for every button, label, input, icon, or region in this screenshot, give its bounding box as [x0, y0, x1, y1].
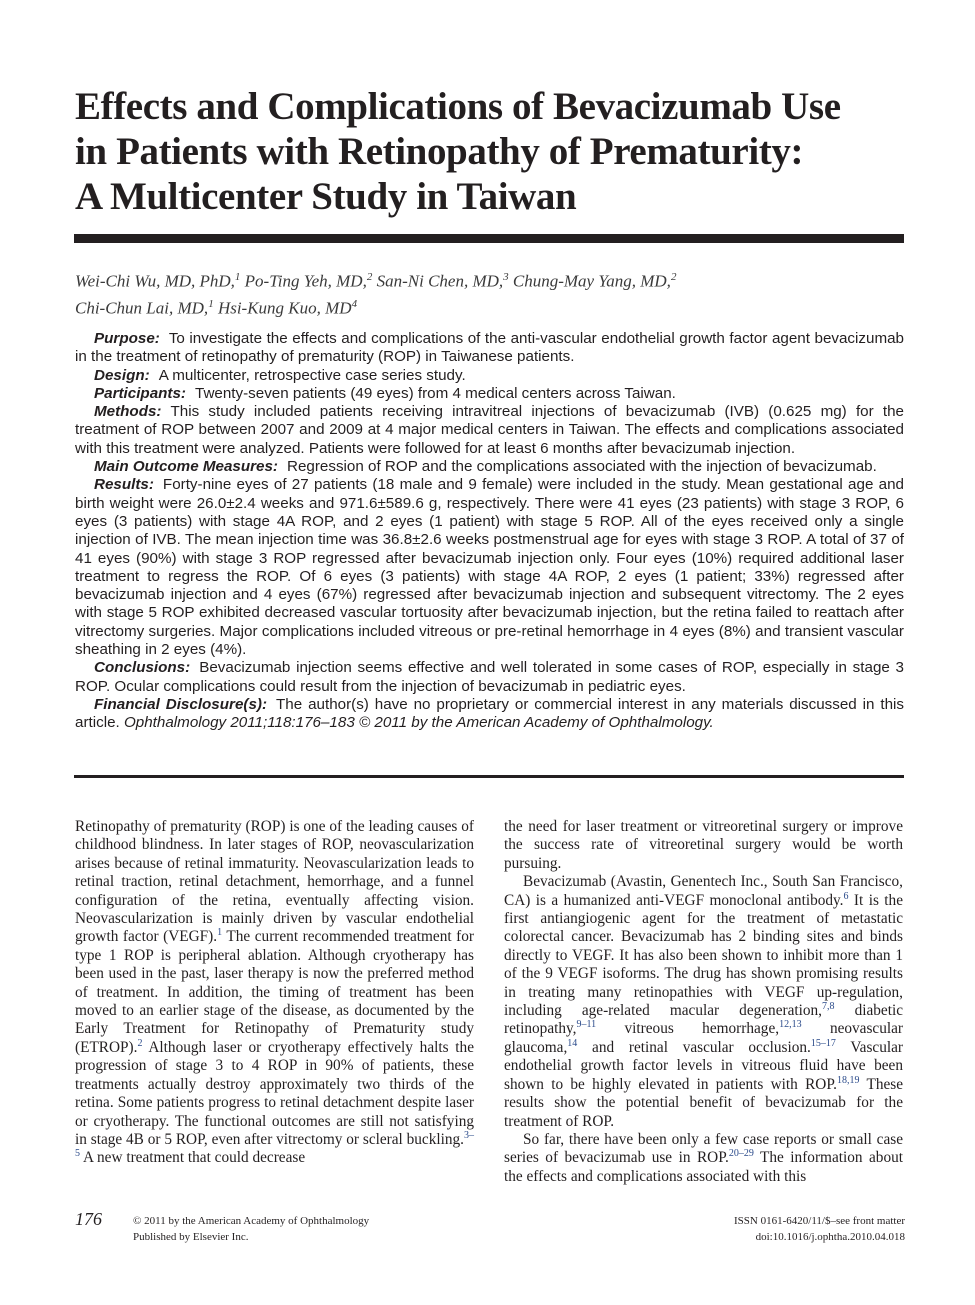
section-label: Participants:: [94, 384, 186, 402]
affiliation-marker: 4: [351, 297, 358, 310]
section-text: To investigate the effects and complications of the anti-vascular endothelial growth factor agent bevacizumab in the treatment of retinopathy of prematurity (ROP) in Taiwanese patients.: [75, 330, 904, 366]
body-paragraph: [504, 873, 903, 1131]
section-text: Regression of ROP and the complications associated with the injection of bevacizumab.: [287, 458, 877, 476]
doi-link[interactable]: doi:10.1016/j.ophtha.2010.04.018: [755, 1231, 905, 1243]
abstract-financial-disclosure: [75, 696, 904, 733]
title-line: Effects and Complications of Bevacizumab Use: [75, 85, 841, 128]
issn-line: ISSN 0161-6420/11/$–see front matter: [734, 1215, 905, 1227]
section-label: Design:: [94, 366, 150, 384]
reference-link[interactable]: 9–11: [576, 1019, 597, 1031]
reference-link[interactable]: 6: [843, 890, 849, 902]
reference-link[interactable]: 18,19: [836, 1074, 860, 1086]
section-text: Forty-nine eyes of 27 patients (18 male and 9 female) were included in the study. Mean gestational age and birth weight were 26.0±2.4 weeks and 971.6±589.6 g, respectively. There were 41 eyes (23 patients) with stage 3 ROP, 6 eyes (3 patients) with stage 4A ROP, and 2 eyes (1 patient) with stage 5 ROP. All of the eyes received only a single injection of IVB. The mean injection time was 36.8±2.6 weeks postmenstrual age for eyes with stage 3 ROP. A total of 37 of 41 eyes (90%) with stage 3 ROP regressed after bevacizumab injection only. Four eyes (10%) required additional laser treatment to regress the ROP. Of 6 eyes (3 patients) with stage 4A ROP, 2 eyes (1 patient; 33%) regressed after bevacizumab injection and 4 eyes (67%) regressed after bevacizumab injection and subsequent vitrectomy. The 2 eyes with stage 5 ROP exhibited decreased vascular tortuosity after bevacizumab injection, but the retina failed to reattach after vitrectomy surgeries. Major complications included vitreous or pre-retinal hemorrhage in 4 eyes (8%) and transient vascular sheathing in 2 eyes (4%).: [75, 476, 904, 659]
body-text: It is the first antiangiogenic agent for the treatment of metastatic colorectal cancer. Bevacizumab has 2 binding sites and binds directly to VEGF. It has also been shown to inhibit more than 1 of the 9 VEGF isoforms. The drug has shown promising results in treating many retinopathies with VEGF up-regulation, including age-related macular degeneration,: [504, 891, 903, 1020]
body-text: Bevacizumab (Avastin, Genentech Inc., South San Francisco, CA) is a humanized anti-VEGF monoclonal antibody.: [504, 873, 903, 909]
abstract-conclusions: [75, 659, 904, 696]
title-line: A Multicenter Study in Taiwan: [75, 175, 577, 218]
body-text: The current recommended treatment for type 1 ROP is peripheral ablation. Although cryotherapy has been used in the past, laser therapy is now the preferred method of treatment. In addition, the timing of treatment has been moved to an earlier stage of the disease, as documented by the Early Treatment for Retinopathy of Prematurity study (ETROP).: [75, 928, 475, 1056]
reference-link[interactable]: 14: [567, 1037, 578, 1049]
section-text: The author(s) have no proprietary or commercial interest in any materials discussed in this article.: [75, 695, 904, 732]
body-paragraph: the need for laser treatment or vitreoretinal surgery or improve the success rate of vitreoretinal surgery would be worth pursuing.: [504, 818, 903, 872]
body-text: These results show the potential benefit of bevacizumab for the treatment of ROP.: [504, 1075, 903, 1130]
section-label: Purpose:: [94, 330, 160, 347]
abstract-participants: [75, 385, 904, 403]
reference-link[interactable]: 7,8: [822, 1000, 835, 1012]
body-paragraph: [504, 1131, 903, 1186]
section-text: This study included patients receiving intravitreal injections of bevacizumab (IVB) (0.625 mg) for the treatment of ROP between 2007 and 2009 at 4 major medical centers in Taiwan. The effects and complications associated with this treatment were analyzed. Patients were followed for at least 6 months after bevacizumab injection.: [75, 403, 904, 457]
body-text: So far, there have been only a few case reports or small case series of bevacizumab use in ROP.: [504, 1130, 903, 1167]
reference-link[interactable]: 15–17: [810, 1037, 836, 1049]
author-name[interactable]: Wei-Chi Wu, MD, PhD,: [75, 271, 235, 291]
abstract-results: [75, 476, 904, 659]
affiliation-marker: 1: [208, 297, 214, 310]
copyright-line: © 2011 by the American Academy of Ophthalmology: [133, 1215, 370, 1227]
affiliation-marker: 2: [670, 271, 677, 283]
abstract-purpose: [75, 330, 904, 367]
author-name[interactable]: Chung-May Yang, MD,: [508, 271, 671, 291]
abstract-design: [75, 367, 904, 385]
body-text: Although laser or cryotherapy effectively halts the progression of stage 3 to 4 ROP in 90% of patients, these treatments actually destroy approximately two thirds of the retina. Some patients progress to retinal detachment despite laser or cryotherapy. The functional outcomes are still not satisfying in stage 4B or 5 ROP, even after vitrectomy or scleral buckling.: [75, 1038, 474, 1148]
journal-citation[interactable]: Ophthalmology 2011;118:176–183 © 2011 by the American Academy of Ophthalmology.: [123, 714, 714, 732]
body-text: A new treatment that could decrease: [80, 1149, 306, 1167]
body-text: Vascular endothelial growth factor levels in vitreous fluid have been shown to be highly elevated in patients with ROP.: [504, 1038, 903, 1093]
section-text: Twenty-seven patients (49 eyes) from 4 medical centers across Taiwan.: [195, 384, 676, 402]
section-label: Methods:: [94, 403, 162, 421]
abstract: [75, 330, 904, 733]
affiliation-marker: 1: [234, 271, 241, 283]
body-text: and retinal vascular occlusion.: [577, 1038, 811, 1056]
title-divider: [74, 234, 904, 243]
reference-link[interactable]: 12,13: [779, 1019, 802, 1031]
body-column-left: [75, 818, 474, 1168]
body-text: diabetic retinopathy,: [504, 1002, 904, 1038]
abstract-methods: [75, 403, 904, 458]
page-number: 176: [75, 1209, 102, 1229]
reference-link[interactable]: 1: [217, 927, 223, 939]
body-text: neovascular glaucoma,: [504, 1020, 903, 1056]
abstract-divider: [74, 775, 904, 778]
reference-link[interactable]: 20–29: [728, 1148, 754, 1160]
abstract-outcome-measures: [75, 458, 904, 476]
author-line: [75, 266, 905, 293]
article-title: [75, 84, 915, 219]
section-label: Conclusions:: [94, 659, 191, 677]
publisher-line: Published by Elsevier Inc.: [133, 1231, 249, 1243]
reference-link[interactable]: 2: [137, 1037, 143, 1049]
section-text: Bevacizumab injection seems effective and well tolerated in some cases of ROP, especially in stage 3 ROP. Ocular complications could result from the injection of bevacizumab in pediatric eyes.: [75, 659, 904, 695]
body-text: The information about the effects and complications associated with this: [504, 1149, 903, 1185]
author-list: [75, 266, 905, 319]
page-footer: [75, 1209, 905, 1249]
section-text: A multicenter, retrospective case series study.: [158, 366, 466, 384]
body-text: vitreous hemorrhage,: [596, 1020, 780, 1038]
affiliation-marker: 3: [503, 271, 509, 283]
title-line: in Patients with Retinopathy of Prematurity:: [75, 130, 804, 173]
footer-identifiers: [734, 1213, 905, 1245]
body-column-right: [504, 818, 903, 1186]
affiliation-marker: 2: [366, 271, 373, 283]
section-label: Results:: [94, 476, 154, 494]
author-line: [75, 293, 905, 320]
body-text: Retinopathy of prematurity (ROP) is one of the leading causes of childhood blindness. In later stages of ROP, neovascularization arises because of retinal immaturity. Neovascularization leads to retinal traction, retinal detachment, hemorrhage, and a funnel configuration of the retina, eventually affecting vision. Neovascularization is mainly driven by vascular endothelial growth factor (VEGF).: [75, 818, 474, 946]
section-label: Main Outcome Measures:: [94, 458, 278, 476]
section-label: Financial Disclosure(s):: [94, 695, 268, 713]
body-paragraph: [75, 818, 474, 1168]
footer-copyright-block: [133, 1213, 369, 1245]
author-name[interactable]: Hsi-Kung Kuo, MD: [213, 298, 352, 318]
author-name[interactable]: Chi-Chun Lai, MD,: [75, 298, 209, 318]
author-name[interactable]: San-Ni Chen, MD,: [372, 271, 504, 291]
author-name[interactable]: Po-Ting Yeh, MD,: [240, 271, 367, 291]
reference-link[interactable]: 3–5: [75, 1129, 474, 1160]
